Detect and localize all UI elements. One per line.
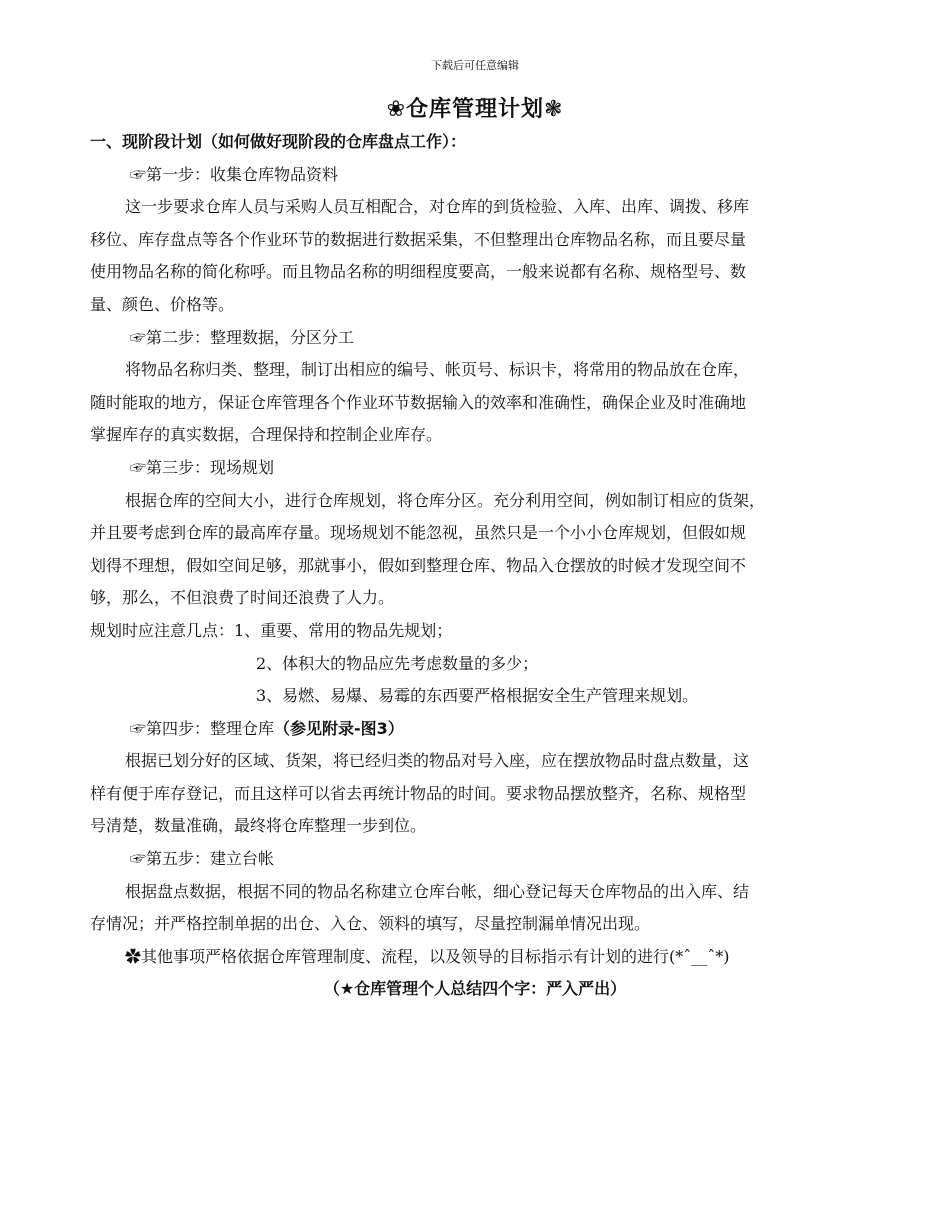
header-note: 下载后可任意编辑 (431, 59, 519, 72)
step4-paragraph-line: 根据已划分好的区域、货架，将已经归类的物品对号入座，应在摆放物品时盘点数量，这 (125, 751, 750, 771)
step2-paragraph-line: 将物品名称归类、整理，制订出相应的编号、帐页号、标识卡，将常用的物品放在仓库， (125, 360, 750, 380)
step3-notes-intro: 规划时应注意几点： (90, 620, 235, 640)
step3-paragraph-line: 划得不理想，假如空间足够，那就事小，假如到整理仓库、物品入仓摆放的时候才发现空间不 (90, 555, 747, 575)
step5-paragraph-line: 存情况；并严格控制单据的出仓、入仓、领料的填写，尽量控制漏单情况出现。 (90, 914, 651, 934)
step2-heading: ☞第二步：整理数据，分区分工 (130, 327, 355, 347)
step4-heading (90, 713, 860, 746)
step1-heading: ☞第一步：收集仓库物品资料 (130, 164, 339, 184)
step4-paragraph-line: 号清楚，数量准确，最终将仓库整理一步到位。 (90, 816, 427, 836)
step3-paragraph-line: 并且要考虑到仓库的最高库存量。现场规划不能忽视，虽然只是一个小小仓库规划，但假如规 (90, 523, 747, 543)
step2-paragraph-line: 随时能取的地方，保证仓库管理各个作业环节数据输入的效率和准确性，确保企业及时准确地 (90, 392, 747, 412)
step3-note-item: 3、易燃、易爆、易霉的东西要严格根据安全生产管理来规划。 (256, 686, 699, 706)
step3-heading: ☞第三步：现场规划 (130, 457, 275, 477)
other-matters-line: ✿其他事项严格依据仓库管理制度、流程，以及领导的目标指示有计划的进行(*ˆ__ˆ*) (125, 946, 730, 966)
step2-paragraph-line: 掌握库存的真实数据，合理保持和控制企业库存。 (90, 425, 443, 445)
document-body (90, 126, 860, 1006)
page-title: ❀仓库管理计划❃ (386, 97, 564, 122)
step4-paragraph-line: 样有便于库存登记，而且这样可以省去再统计物品的时间。要求物品摆放整齐，名称、规格型 (90, 783, 747, 803)
step4-heading-text: ☞第四步：整理仓库 (130, 718, 275, 738)
step3-notes-line (90, 615, 860, 648)
step1-paragraph-line: 移位、库存盘点等各个作业环节的数据进行数据采集，不但整理出仓库物品名称，而且要尽量 (90, 229, 747, 249)
step1-paragraph-line: 使用物品名称的简化称呼。而且物品名称的明细程度要高，一般来说都有名称、规格型号、数 (90, 262, 747, 282)
step3-paragraph-line: 够，那么，不但浪费了时间还浪费了人力。 (90, 588, 395, 608)
step5-heading: ☞第五步：建立台帐 (130, 849, 275, 869)
step3-note-item: 1、重要、常用的物品先规划； (234, 620, 453, 640)
step3-note-item: 2、体积大的物品应先考虑数量的多少； (256, 653, 539, 673)
section-heading: 一、现阶段计划（如何做好现阶段的仓库盘点工作）： (90, 132, 467, 151)
step4-appendix-reference: （参见附录-图3） (274, 718, 404, 738)
summary-line: （★仓库管理个人总结四个字：严入严出） (323, 979, 627, 999)
step3-paragraph-line: 根据仓库的空间大小，进行仓库规划，将仓库分区。充分利用空间，例如制订相应的货架， (125, 490, 766, 510)
step1-paragraph-line: 这一步要求仓库人员与采购人员互相配合，对仓库的到货检验、入库、出库、调拨、移库 (125, 197, 750, 217)
step1-paragraph-line: 量、颜色、价格等。 (90, 294, 235, 314)
step5-paragraph-line: 根据盘点数据，根据不同的物品名称建立仓库台帐，细心登记每天仓库物品的出入库、结 (125, 881, 750, 901)
